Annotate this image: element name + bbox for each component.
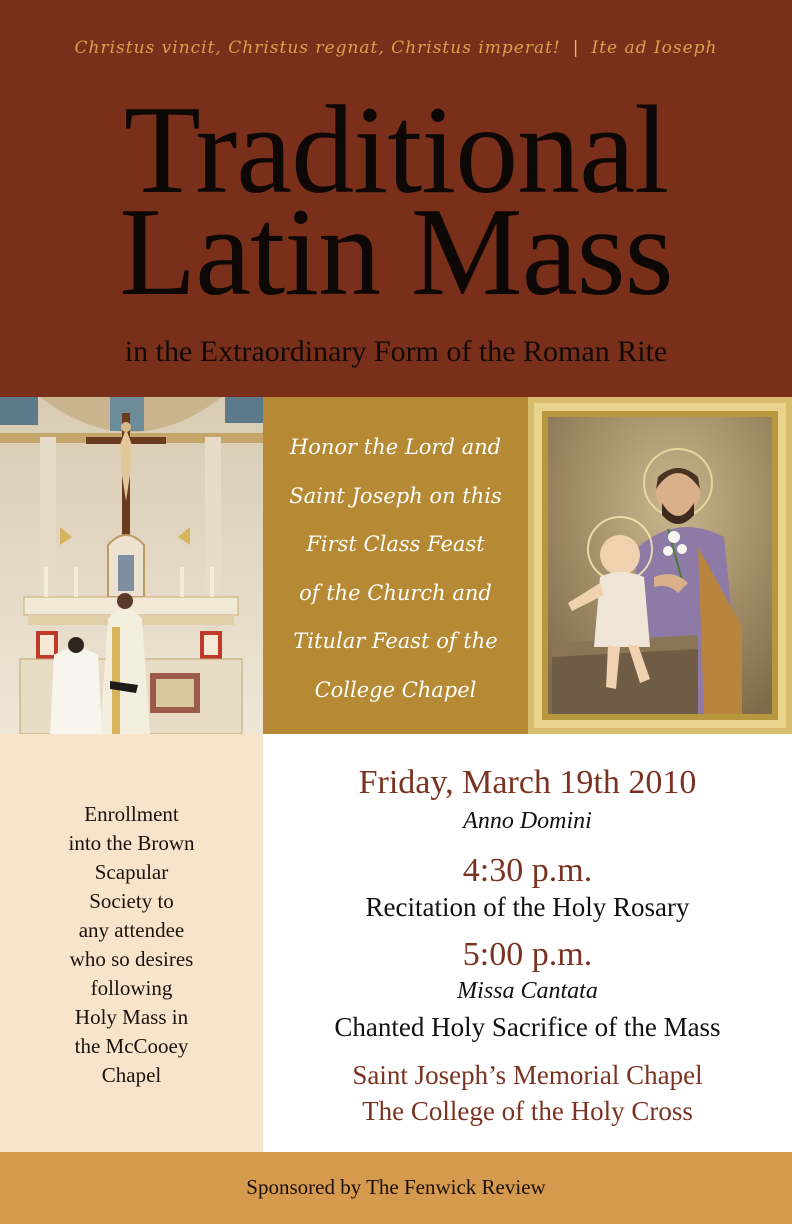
venue-chapel: Saint Joseph’s Memorial Chapel xyxy=(352,1060,703,1090)
anno-domini: Anno Domini xyxy=(463,808,592,834)
scapular-text xyxy=(0,800,263,1090)
sidebar-line: Chapel xyxy=(101,1063,162,1087)
header-banner xyxy=(0,0,792,397)
sponsor-text: Sponsored by The Fenwick Review xyxy=(246,1175,546,1199)
sponsor-footer xyxy=(0,1152,792,1224)
saint-joseph-painting xyxy=(528,397,792,734)
feast-line: of the Church and xyxy=(299,580,492,605)
sidebar-line: any attendee xyxy=(78,918,185,942)
mass-event: Chanted Holy Sacrifice of the Mass xyxy=(334,1012,721,1042)
altar-photo xyxy=(0,397,263,734)
sidebar-line: following xyxy=(90,976,173,1000)
sidebar-line: Scapular xyxy=(94,860,169,884)
feast-line: First Class Feast xyxy=(306,532,485,556)
sidebar-line: Society to xyxy=(89,889,174,913)
mass-time: 5:00 p.m. xyxy=(462,936,593,973)
sidebar-line: Holy Mass in xyxy=(74,1005,189,1029)
feast-line: Honor the Lord and xyxy=(289,435,502,459)
sidebar-line: into the Brown xyxy=(68,831,195,855)
sidebar-line: who so desires xyxy=(69,947,194,971)
sidebar-line: the McCooey xyxy=(74,1034,189,1058)
feast-text xyxy=(263,423,528,714)
feast-panel xyxy=(263,397,528,734)
title-line-1: Traditional xyxy=(123,81,669,220)
motto-separator: | xyxy=(572,38,580,58)
feast-line: Saint Joseph on this xyxy=(289,483,502,508)
missa-cantata: Missa Cantata xyxy=(457,978,598,1004)
event-date: Friday, March 19th 2010 xyxy=(358,764,697,801)
rosary-event: Recitation of the Holy Rosary xyxy=(365,892,690,922)
rosary-time: 4:30 p.m. xyxy=(462,852,593,889)
motto-left: Christus vincit, Christus regnat, Christus imperat! xyxy=(74,38,561,58)
feast-line: Titular Feast of the xyxy=(293,629,498,653)
event-details xyxy=(263,734,792,1152)
title-line-2: Latin Mass xyxy=(119,183,673,322)
motto-line xyxy=(0,38,792,58)
motto-right: Ite ad Ioseph xyxy=(591,38,718,58)
scapular-sidebar xyxy=(0,734,263,1152)
feast-line: College Chapel xyxy=(314,677,477,702)
sidebar-line: Enrollment xyxy=(84,802,179,826)
subtitle: in the Extraordinary Form of the Roman Rite xyxy=(124,335,668,368)
venue-college: The College of the Holy Cross xyxy=(362,1096,693,1126)
